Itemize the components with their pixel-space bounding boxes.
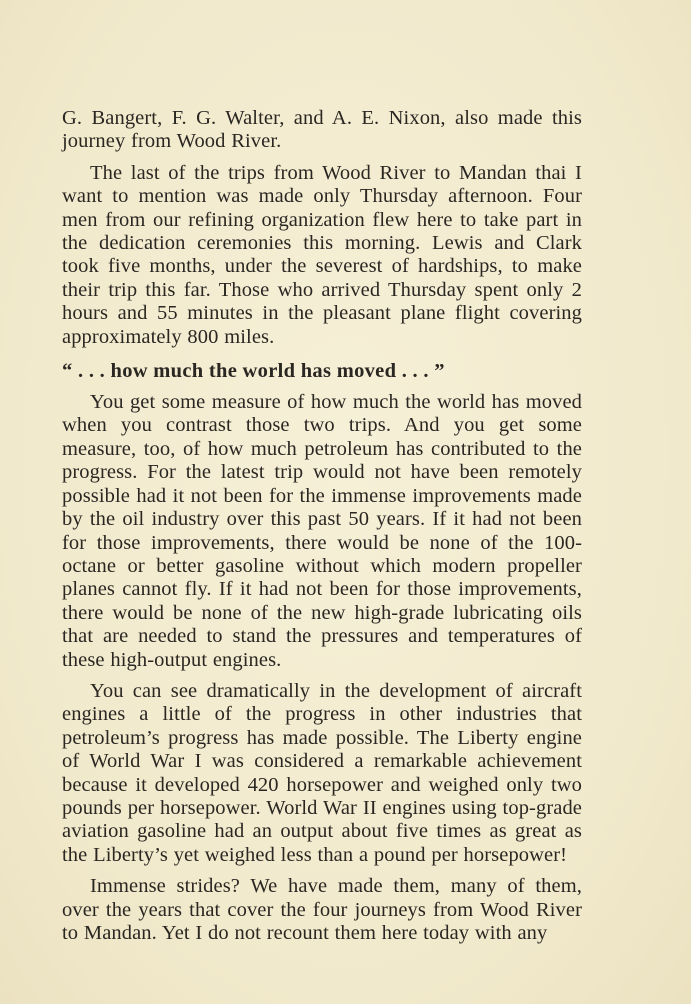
paragraph-world-has-moved: You get some measure of how much the world has moved when you contrast those two trips. And you get some measure, too, of how much petroleum has contributed to the progress. For the latest trip would not have been remotely possible had it not been for the immense improvements made by the oil industry over this past 50 years. If it had not been for those improvements, there would be none of the 100-octane or better gasoline without which modern propeller planes cannot fly. If it had not been for those improvements, there would be none of the new high-grade lubricating oils that are needed to stand the pressures and temperatures of these high-output engines. [62,391,582,671]
paragraph-trip-narrative: The last of the trips from Wood River to Mandan thai I want to mention was made only Thursday afternoon. Four men from our refining organization flew here to take part in the dedication ceremonies this morning. Lewis and Clark took five months, under the severest of hardships, to make their trip this far. Those who arrived Thursday spent only 2 hours and 55 minutes in the pleasant plane flight covering approximately 800 miles. [62,161,582,348]
paragraph-immense-strides: Immense strides? We have made them, many of them, over the years that cover the four journeys from Wood River to Mandan. Yet I do not recount them here today with any [62,875,582,944]
paragraph-continuation: G. Bangert, F. G. Walter, and A. E. Nixon, also made this journey from Wood River. [62,107,582,153]
document-page [62,107,582,945]
paragraph-aircraft-engines: You can see dramatically in the development of aircraft engines a little of the progress in other industries that petroleum’s progress has made possible. The Liberty engine of World War I was considered a remarkable achievement because it developed 420 horsepower and weighed only two pounds per horsepower. World War II engines using top-grade aviation gasoline had an output about five times as great as the Liberty’s yet weighed less than a pound per horsepower! [62,679,582,866]
section-heading: “ . . . how much the world has moved . . . ” [62,360,445,383]
